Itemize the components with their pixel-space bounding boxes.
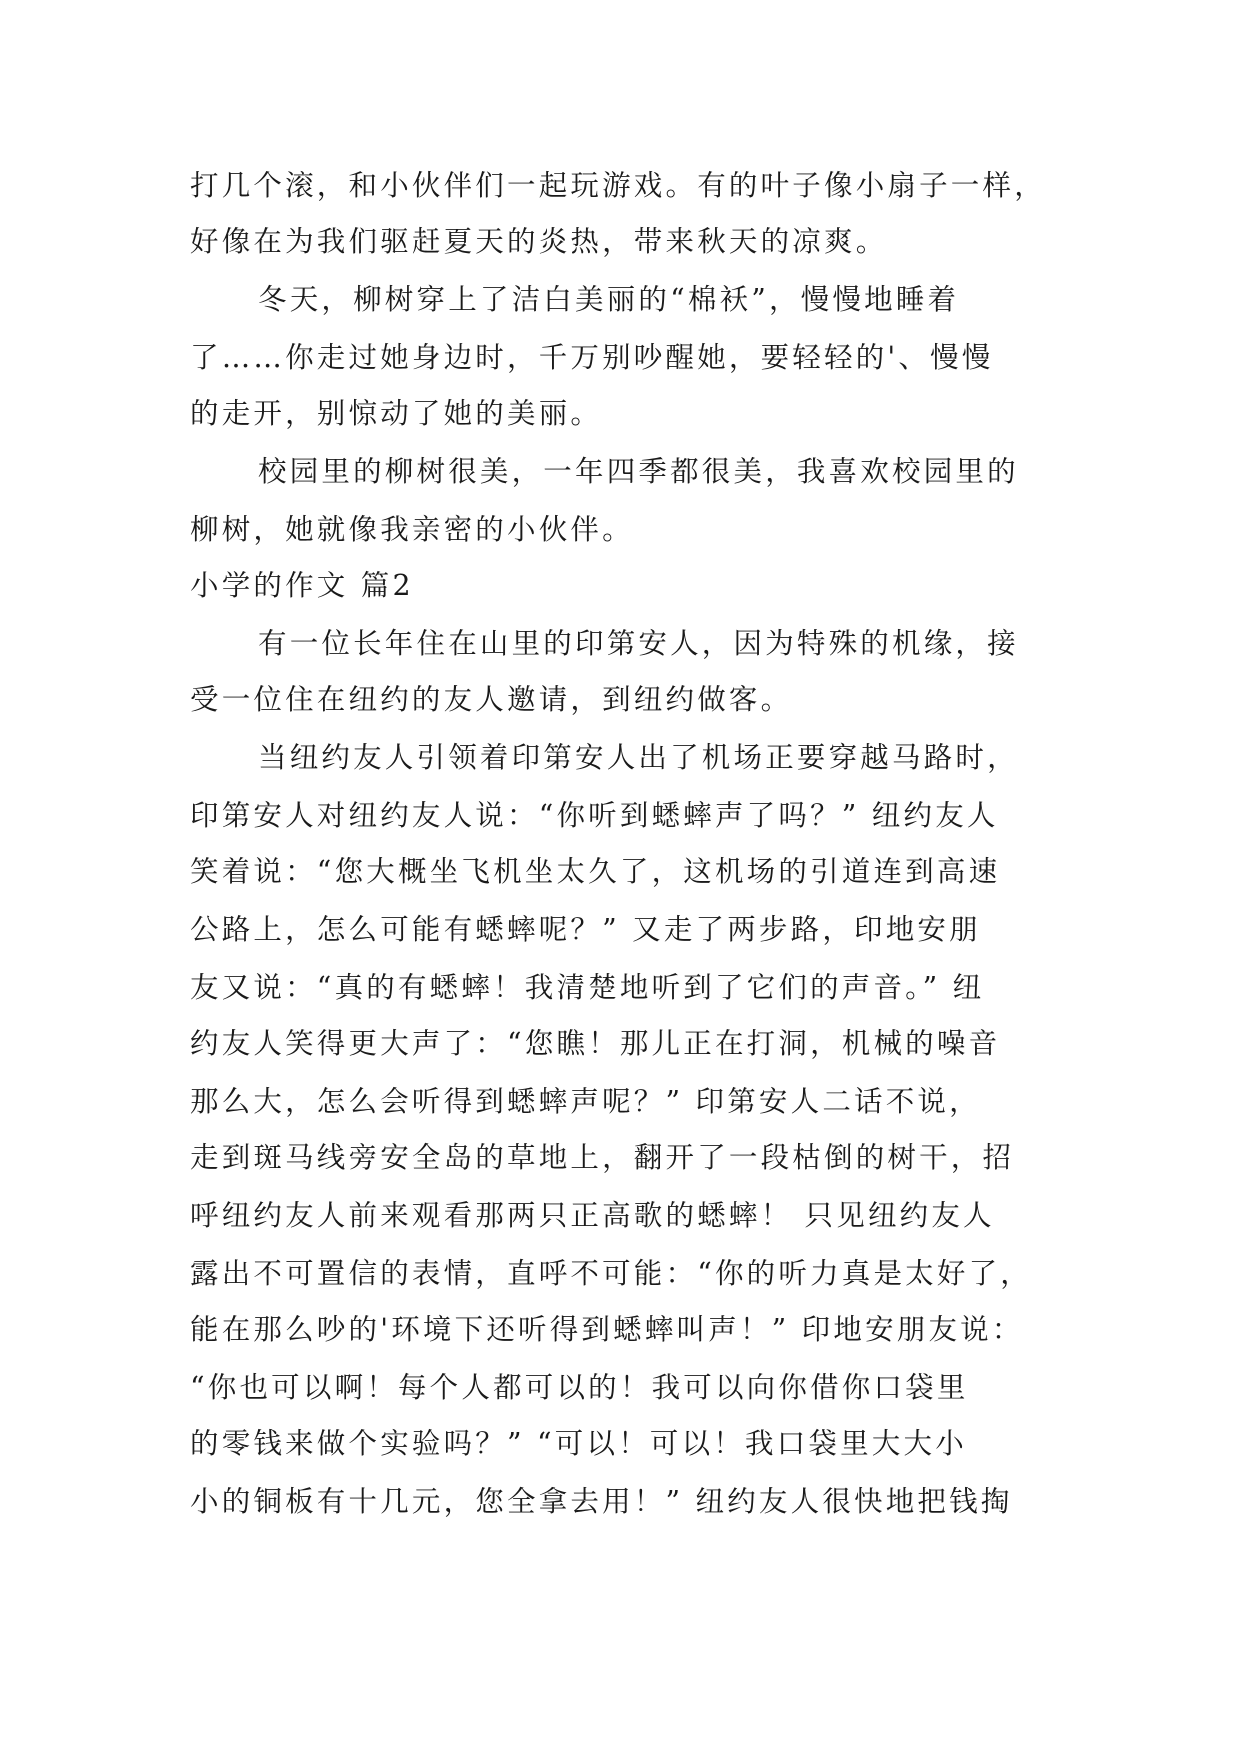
text-line: 小的铜板有十几元，您全拿去用！” 纽约友人很快地把钱掏 [190,1485,1013,1518]
text-line: 了……你走过她身边时，千万别吵醒她，要轻轻的'、慢慢 [190,341,994,374]
text-line: 约友人笑得更大声了：“您瞧！那儿正在打洞，机械的噪音 [190,1027,1001,1060]
paragraph-start: 冬天，柳树穿上了洁白美丽的“棉袄”，慢慢地睡着 [258,283,960,316]
paragraph-start: 有一位长年住在山里的印第安人，因为特殊的机缘，接 [258,627,1019,660]
text-line: 走到斑马线旁安全岛的草地上，翻开了一段枯倒的树干，招 [190,1141,1015,1174]
text-line: 能在那么吵的'环境下还听得到蟋蟀叫声！” 印地安朋友说： [190,1313,1024,1346]
text-line: 公路上，怎么可能有蟋蟀呢？” 又走了两步路，印地安朋 [190,913,981,946]
text-line: 那么大，怎么会听得到蟋蟀声呢？” 印第安人二话不说， [190,1085,981,1118]
text-line: 印第安人对纽约友人说：“你听到蟋蟀声了吗？” 纽约友人 [190,799,999,832]
text-line: 笑着说：“您大概坐飞机坐太久了，这机场的引道连到高速 [190,855,1001,888]
text-line: “你也可以啊！每个人都可以的！我可以向你借你口袋里 [190,1371,969,1404]
text-line: 友又说：“真的有蟋蟀！我清楚地听到了它们的声音。” 纽 [190,971,985,1004]
text-line: 露出不可置信的表情，直呼不可能：“你的听力真是太好了， [190,1257,1032,1290]
text-line: 的零钱来做个实验吗？” “可以！可以！我口袋里大大小 [190,1427,967,1460]
text-line: 呼纽约友人前来观看那两只正高歌的蟋蟀！ 只见纽约友人 [190,1199,995,1232]
text-line: 的走开，别惊动了她的美丽。 [190,397,603,430]
text-line: 受一位住在纽约的友人邀请，到纽约做客。 [190,683,793,716]
text-line: 柳树，她就像我亲密的小伙伴。 [190,513,634,546]
text-line: 好像在为我们驱赶夏天的炎热，带来秋天的凉爽。 [190,225,888,258]
text-line: 打几个滚，和小伙伴们一起玩游戏。有的叶子像小扇子一样， [190,169,1046,202]
section-heading: 小学的作文 篇2 [190,569,414,602]
paragraph-start: 当纽约友人引领着印第安人出了机场正要穿越马路时， [258,741,1019,774]
paragraph-start: 校园里的柳树很美，一年四季都很美，我喜欢校园里的 [258,455,1019,488]
